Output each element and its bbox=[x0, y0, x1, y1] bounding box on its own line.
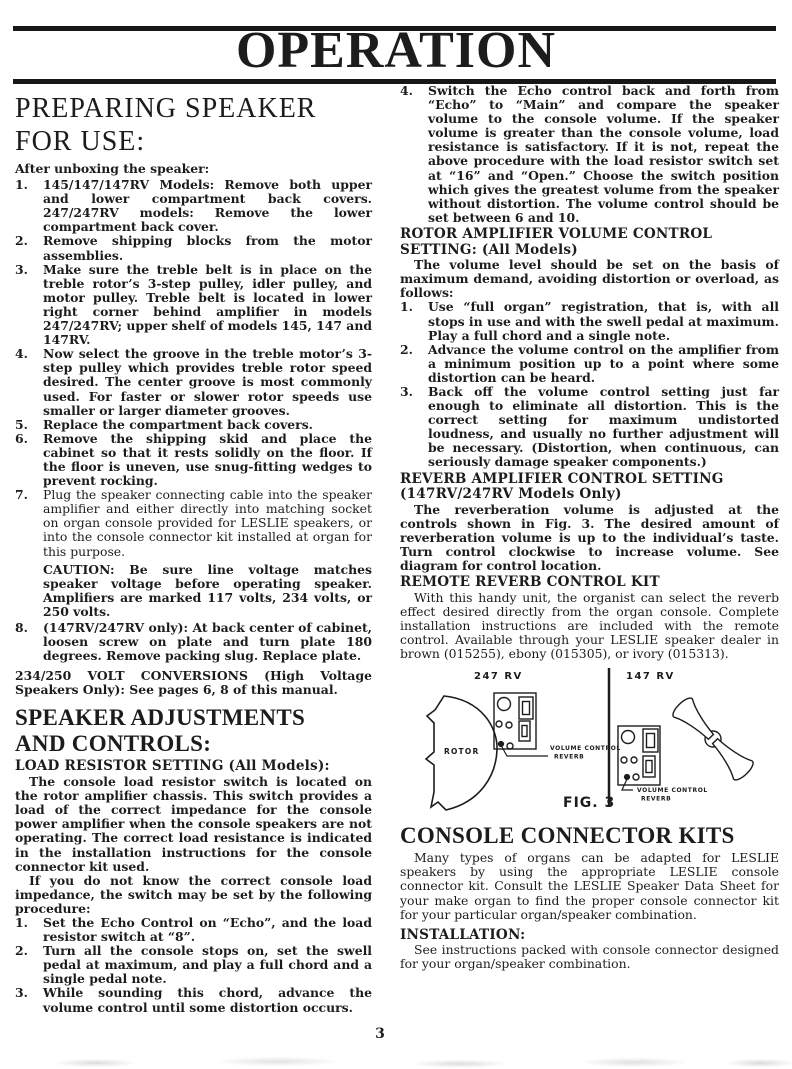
rotor-step-item bbox=[400, 343, 779, 385]
reverb-amplifier-heading: REVERB AMPLIFIER CONTROL SETTING (147RV/247RV Models Only) bbox=[400, 470, 724, 503]
step-number: 3. bbox=[15, 261, 28, 277]
step-text: Now select the groove in the treble motor’s 3-step pulley which provides treble rotor speed desired. The center groove is most commonly used. For faster or slower rotor speeds use smaller or larger diameter grooves. bbox=[43, 346, 372, 418]
right-column bbox=[400, 84, 779, 972]
step-item bbox=[15, 432, 372, 488]
rotor-step-item bbox=[400, 385, 779, 470]
figure-label-volume-control-right: VOLUME CONTROL bbox=[637, 787, 708, 795]
remote-reverb-heading: REMOTE REVERB CONTROL KIT bbox=[400, 574, 660, 591]
figure-3-drawing bbox=[400, 665, 779, 819]
control-panel-247rv bbox=[494, 693, 548, 756]
step-text: Advance the volume control on the amplifier from a minimum position up to a point where some distortion can be heard. bbox=[428, 341, 779, 385]
load-procedure-intro: If you do not know the correct console load impedance, the switch may be set by the following procedure: bbox=[15, 872, 372, 916]
step-number: 3. bbox=[400, 383, 413, 399]
step-text: Use “full organ” registration, that is, with all stops in use and with the swell pedal at maximum. Play a full chord and a single note. bbox=[428, 299, 779, 343]
rotor-step-item bbox=[400, 300, 779, 342]
step-text: Plug the speaker connecting cable into the speaker amplifier and either directly into matching socket on organ console provided for LESLIE speakers, or into the console connector kit installed at organ for this purpose. bbox=[43, 487, 372, 559]
step-number: 1. bbox=[400, 299, 413, 315]
console-connector-paragraph: Many types of organs can be adapted for LESLIE speakers by using the appropriate LESLIE console connector kit. Consult the LESLIE Speaker Data Sheet for your make organ to find the proper console connector kit for your particular organ/speaker combination. bbox=[400, 850, 779, 922]
scan-noise-band bbox=[0, 1054, 792, 1069]
step-text: 145/147/147RV Models: Remove both upper and lower compartment back covers. 247/247RV models: Remove the lower compartment back cover. bbox=[43, 177, 372, 235]
step-item bbox=[15, 621, 372, 663]
step-number: 1. bbox=[15, 177, 28, 193]
figure-label-reverb-left: REVERB bbox=[554, 753, 585, 761]
step-text: Replace the compartment back covers. bbox=[43, 416, 313, 432]
step-item bbox=[15, 347, 372, 417]
caution-note: CAUTION: Be sure line voltage matches speaker voltage before operating speaker. Amplifiers are marked 117 volts, 234 volts, or 250 volts. bbox=[43, 561, 372, 619]
step-text: Back off the volume control setting just far enough to eliminate all distortion. This is the correct setting for maximum undistorted loudness, and usually no further adjustment will be necessary. (Distortion, when continuous, can seriously damage speaker components.) bbox=[428, 383, 779, 470]
installation-heading: INSTALLATION: bbox=[400, 926, 526, 943]
procedure-item bbox=[15, 986, 372, 1014]
figure-caption: FIG. 3 bbox=[563, 795, 616, 812]
procedure-text: Set the Echo Control on “Echo”, and the load resistor switch at “8”. bbox=[43, 915, 372, 945]
procedure-number: 1. bbox=[15, 915, 28, 930]
control-panel-147rv bbox=[618, 726, 660, 790]
load-resistor-paragraph: The console load resistor switch is located on the rotor amplifier chassis. This switch provides a load of the correct impedance for the console power amplifier when the console speakers are not operating. The correct load resistance is indicated in the installation instructions for the console connector kit used. bbox=[15, 774, 372, 874]
procedure-item-4 bbox=[400, 84, 779, 225]
step-text: (147RV/247RV only): At back center of cabinet, loosen screw on plate and turn plate 180 degrees. Remove packing slug. Replace plate. bbox=[43, 620, 372, 664]
left-column bbox=[15, 92, 372, 1015]
figure-label-volume-control-left: VOLUME CONTROL bbox=[550, 745, 621, 753]
load-resistor-heading: LOAD RESISTOR SETTING (All Models): bbox=[15, 758, 330, 775]
figure-label-rotor: ROTOR bbox=[444, 747, 480, 757]
step-number: 7. bbox=[15, 487, 28, 503]
procedure-item bbox=[15, 944, 372, 986]
rotor-volume-heading: ROTOR AMPLIFIER VOLUME CONTROL SETTING: (All Models) bbox=[400, 225, 713, 258]
volt-conversions-note: 234/250 VOLT CONVERSIONS (High Voltage Speakers Only): See pages 6, 8 of this manual. bbox=[15, 668, 372, 698]
treble-horn-drawing bbox=[670, 695, 756, 783]
procedure-text: While sounding this chord, advance the volume control until some distortion occurs. bbox=[43, 985, 372, 1015]
procedure-item bbox=[15, 916, 372, 944]
procedure-text: Turn all the console stops on, set the swell pedal at maximum, and play a full chord and a single pedal note. bbox=[43, 943, 372, 987]
procedure-text: Switch the Echo control back and forth from “Echo” to “Main” and compare the speaker volume to the console volume. If the speaker volume is greater than the console volume, load resistance is satisfactory. If it is not, repeat the above procedure with the load resistor switch set at “16” and “Open.” Choose the switch position which gives the greatest volume from the speaker without distortion. The volume control should be set between 6 and 10. bbox=[428, 83, 779, 225]
figure-3 bbox=[400, 665, 779, 819]
step-number: 4. bbox=[15, 346, 28, 362]
intro-line: After unboxing the speaker: bbox=[15, 161, 210, 176]
step-number: 6. bbox=[15, 430, 28, 446]
step-text: Remove the shipping skid and place the cabinet so that it rests solidly on the floor. If the floor is uneven, use snug-fitting wedges to prevent rocking. bbox=[43, 430, 372, 489]
step-number: 5. bbox=[15, 416, 28, 432]
procedure-number: 4. bbox=[400, 83, 413, 98]
step-text: Remove shipping blocks from the motor assemblies. bbox=[43, 233, 372, 263]
procedure-number: 2. bbox=[15, 943, 28, 959]
step-text: Make sure the treble belt is in place on the treble rotor’s 3-step pulley, idler pulley, and motor pulley. Treble belt is located in lower right corner behind amplifier in models 247/247RV; upper shelf of models 145, 147 and 147RV. bbox=[43, 261, 372, 348]
step-item bbox=[15, 418, 372, 432]
procedure-number: 3. bbox=[15, 985, 28, 1001]
section-heading-adjustments: SPEAKER ADJUSTMENTS AND CONTROLS: bbox=[15, 705, 306, 757]
section-heading-preparing: PREPARING SPEAKER FOR USE: bbox=[15, 93, 317, 157]
step-item bbox=[15, 234, 372, 262]
installation-paragraph: See instructions packed with console connector designed for your organ/speaker combination. bbox=[400, 942, 779, 972]
step-number: 2. bbox=[15, 233, 28, 249]
rotor-volume-paragraph: The volume level should be set on the basis of maximum demand, avoiding distortion or overload, as follows: bbox=[400, 257, 779, 301]
figure-label-147rv: 147 RV bbox=[626, 671, 675, 683]
page-title: OPERATION bbox=[235, 22, 557, 79]
step-item bbox=[15, 263, 372, 348]
step-item bbox=[15, 178, 372, 234]
figure-label-247rv: 247 RV bbox=[474, 671, 523, 683]
reverb-amplifier-paragraph: The reverberation volume is adjusted at the controls shown in Fig. 3. The desired amount of reverberation volume is up to the individual’s taste. Turn control clockwise to increase volume. See diagram for control location. bbox=[400, 501, 779, 574]
step-number: 8. bbox=[15, 620, 28, 635]
figure-label-reverb-right: REVERB bbox=[641, 795, 672, 803]
step-number: 2. bbox=[400, 341, 413, 357]
step-item bbox=[15, 488, 372, 558]
page-number: 3 bbox=[375, 1026, 385, 1042]
console-connector-heading: CONSOLE CONNECTOR KITS bbox=[400, 823, 735, 849]
remote-reverb-paragraph: With this handy unit, the organist can select the reverb effect desired directly from the organ console. Complete installation instructions are included with the remote control. Available through your LESLIE speaker dealer in brown (015255), ebony (015305), or ivory (015313). bbox=[400, 589, 779, 662]
